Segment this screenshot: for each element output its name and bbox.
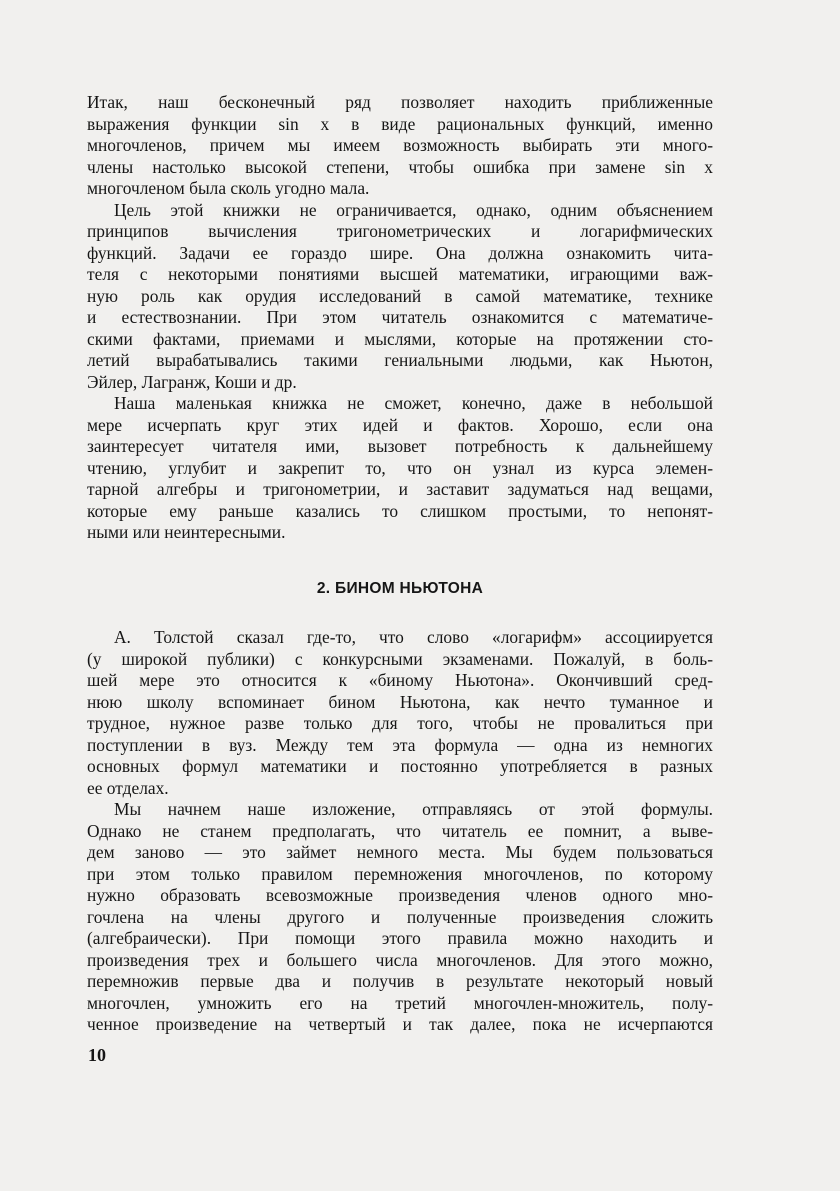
text-line: члены настолько высокой степени, чтобы ошибка при замене sin x — [87, 156, 713, 177]
text-line: Цель этой книжки не ограничивается, однако, одним объяснением — [114, 199, 713, 220]
text-line: произведения трех и большего числа многочленов. Для этого можно, — [87, 949, 713, 970]
text-line: теля с некоторыми понятиями высшей математики, играющими важ- — [87, 264, 713, 284]
text-line: чтению, углубит и закрепит то, что он узнал из курса элемен- — [87, 457, 713, 478]
text-line: заинтересует читателя ими, вызовет потребность к дальнейшему — [87, 436, 713, 456]
text-line: нюю школу вспоминает бином Ньютона, как нечто туманное и — [87, 691, 713, 712]
text-line: шей мере это относится к «биному Ньютона». Окончивший сред- — [87, 670, 713, 690]
text-line: многочлен, умножить его на третий многочлен-множитель, полу- — [87, 992, 713, 1013]
text-line: гочлена на члены другого и полученные произведения сложить — [87, 906, 713, 927]
text-line: скими фактами, приемами и мыслями, которые на протяжении сто- — [87, 328, 713, 349]
text-line: Наша маленькая книжка не сможет, конечно, даже в небольшой — [114, 393, 713, 413]
text-line: нужно образовать всевозможные произведения членов одного мно- — [87, 885, 713, 905]
text-line: и естествознании. При этом читатель ознакомится с математиче- — [87, 307, 713, 327]
text-line: ную роль как орудия исследований в самой математике, технике — [87, 285, 713, 306]
text-line: Эйлер, Лагранж, Коши и др. — [87, 371, 297, 392]
text-line: летий вырабатывались такими гениальными людьми, как Ньютон, — [87, 350, 713, 370]
text-line: при этом только правилом перемножения многочленов, по которому — [87, 863, 713, 884]
text-line: многочленом была сколь угодно мала. — [87, 178, 370, 198]
text-line: Итак, наш бесконечный ряд позволяет находить приближенные — [87, 92, 713, 112]
text-line: Мы начнем наше изложение, отправляясь от этой формулы. — [114, 799, 713, 819]
text-line: трудное, нужное разве только для того, чтобы не провалиться при — [87, 713, 713, 733]
text-line: ченное произведение на четвертый и так далее, пока не исчерпаются — [87, 1014, 713, 1034]
text-block-binomial — [87, 627, 713, 1036]
text-line: которые ему раньше казались то слишком простыми, то непонят- — [87, 500, 713, 521]
text-line: мере исчерпать круг этих идей и фактов. Хорошо, если она — [87, 414, 713, 435]
text-line: (алгебраически). При помощи этого правила можно находить и — [87, 928, 713, 948]
text-line: Однако не станем предполагать, что читатель ее помнит, а выве- — [87, 820, 713, 841]
text-line: перемножив первые два и получив в результате некоторый новый — [87, 971, 713, 991]
text-block-intro — [87, 92, 713, 544]
text-line: ее отделах. — [87, 777, 169, 798]
text-line: многочленов, причем мы имеем возможность выбирать эти много- — [87, 135, 713, 155]
text-line: А. Толстой сказал где-то, что слово «логарифм» ассоциируется — [114, 627, 713, 647]
text-line: дем заново — это займет немного места. Мы будем пользоваться — [87, 842, 713, 862]
text-line: выражения функции sin x в виде рациональных функций, именно — [87, 113, 713, 134]
section-heading: 2. БИНОМ НЬЮТОНА — [316, 580, 484, 597]
text-line: ными или неинтересными. — [87, 522, 286, 542]
page-number: 10 — [88, 1045, 106, 1065]
text-line: функций. Задачи ее гораздо шире. Она должна ознакомить чита- — [87, 242, 713, 263]
text-line: принципов вычисления тригонометрических и логарифмических — [87, 221, 713, 241]
text-line: (у широкой публики) с конкурсными экзаменами. Пожалуй, в боль- — [87, 648, 713, 669]
text-line: тарной алгебры и тригонометрии, и заставит задуматься над вещами, — [87, 479, 713, 499]
text-line: поступлении в вуз. Между тем эта формула — одна из немногих — [87, 734, 713, 755]
text-line: основных формул математики и постоянно употребляется в разных — [87, 756, 713, 776]
